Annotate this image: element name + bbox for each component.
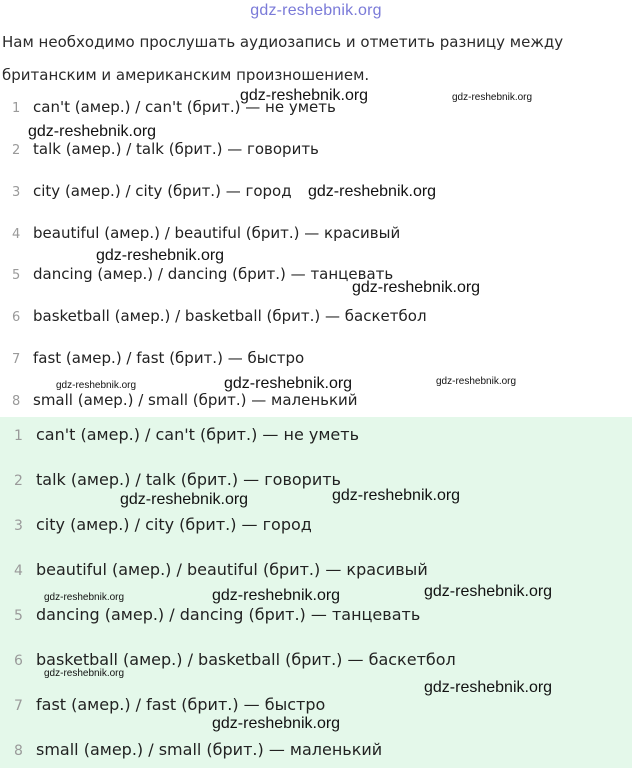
item-text: small (амер.) / small (брит.) — маленький xyxy=(36,740,383,759)
answer-item xyxy=(14,515,312,534)
item-number: 8 xyxy=(12,394,21,409)
item-number: 3 xyxy=(12,185,21,200)
answer-item xyxy=(14,605,420,624)
answer-item xyxy=(14,695,325,714)
item-number: 8 xyxy=(14,743,23,759)
item-number: 1 xyxy=(12,101,21,116)
watermark: gdz-reshebnik.org xyxy=(424,679,553,696)
watermark: gdz-reshebnik.org xyxy=(424,583,553,600)
item-number: 1 xyxy=(14,428,23,444)
list-item xyxy=(12,140,319,158)
item-number: 6 xyxy=(14,653,23,669)
list-item xyxy=(12,182,292,200)
answer-item xyxy=(14,425,359,444)
item-text: dancing (амер.) / dancing (брит.) — танцевать xyxy=(36,605,421,624)
item-number: 4 xyxy=(14,563,23,579)
watermark: gdz-reshebnik.org xyxy=(212,715,341,732)
answer-item xyxy=(14,560,428,579)
watermark: gdz-reshebnik.org xyxy=(452,92,533,103)
item-number: 7 xyxy=(12,352,21,367)
item-text: fast (амер.) / fast (брит.) — быстро xyxy=(36,695,326,714)
item-number: 2 xyxy=(12,143,21,158)
intro-line-1: Нам необходимо прослушать аудиозапись и отметить разницу между xyxy=(2,33,564,51)
item-text: basketball (амер.) / basketball (брит.) — баскетбол xyxy=(33,307,427,325)
item-text: fast (амер.) / fast (брит.) — быстро xyxy=(33,349,305,367)
answer-item xyxy=(14,470,341,489)
watermark: gdz-reshebnik.org xyxy=(44,668,125,679)
list-item xyxy=(12,265,393,283)
watermark: gdz-reshebnik.org xyxy=(96,247,225,264)
item-number: 2 xyxy=(14,473,23,489)
item-text: city (амер.) / city (брит.) — город xyxy=(36,515,312,534)
list-item xyxy=(12,349,304,367)
watermark: gdz-reshebnik.org xyxy=(120,491,249,508)
watermark: gdz-reshebnik.org xyxy=(212,587,341,604)
item-number: 6 xyxy=(12,310,21,325)
item-text: talk (амер.) / talk (брит.) — говорить xyxy=(33,140,319,158)
item-text: beautiful (амер.) / beautiful (брит.) — красивый xyxy=(36,560,428,579)
answer-item xyxy=(14,650,456,669)
item-text: dancing (амер.) / dancing (брит.) — танцевать xyxy=(33,265,394,283)
item-text: basketball (амер.) / basketball (брит.) — баскетбол xyxy=(36,650,456,669)
list-item xyxy=(12,224,400,242)
watermark: gdz-reshebnik.org xyxy=(240,87,369,104)
item-text: can't (амер.) / can't (брит.) — не уметь xyxy=(33,98,336,116)
site-header-watermark: gdz-reshebnik.org xyxy=(250,2,382,19)
item-text: talk (амер.) / talk (брит.) — говорить xyxy=(36,470,341,489)
watermark: gdz-reshebnik.org xyxy=(56,380,137,391)
answer-item xyxy=(14,740,382,759)
watermark: gdz-reshebnik.org xyxy=(352,279,481,296)
watermark: gdz-reshebnik.org xyxy=(308,183,437,200)
watermark: gdz-reshebnik.org xyxy=(44,592,125,603)
item-number: 5 xyxy=(14,608,23,624)
list-item xyxy=(12,307,427,325)
item-text: small (амер.) / small (брит.) — маленький xyxy=(33,391,358,409)
item-number: 5 xyxy=(12,268,21,283)
intro-line-2: британским и американским произношением. xyxy=(2,66,370,84)
list-item xyxy=(12,391,358,409)
item-text: can't (амер.) / can't (брит.) — не уметь xyxy=(36,425,360,444)
item-number: 7 xyxy=(14,698,23,714)
item-text: city (амер.) / city (брит.) — город xyxy=(33,182,292,200)
item-number: 4 xyxy=(12,227,21,242)
watermark: gdz-reshebnik.org xyxy=(28,123,157,140)
watermark: gdz-reshebnik.org xyxy=(332,487,461,504)
item-number: 3 xyxy=(14,518,23,534)
item-text: beautiful (амер.) / beautiful (брит.) — красивый xyxy=(33,224,401,242)
watermark: gdz-reshebnik.org xyxy=(436,376,517,387)
watermark: gdz-reshebnik.org xyxy=(224,375,353,392)
